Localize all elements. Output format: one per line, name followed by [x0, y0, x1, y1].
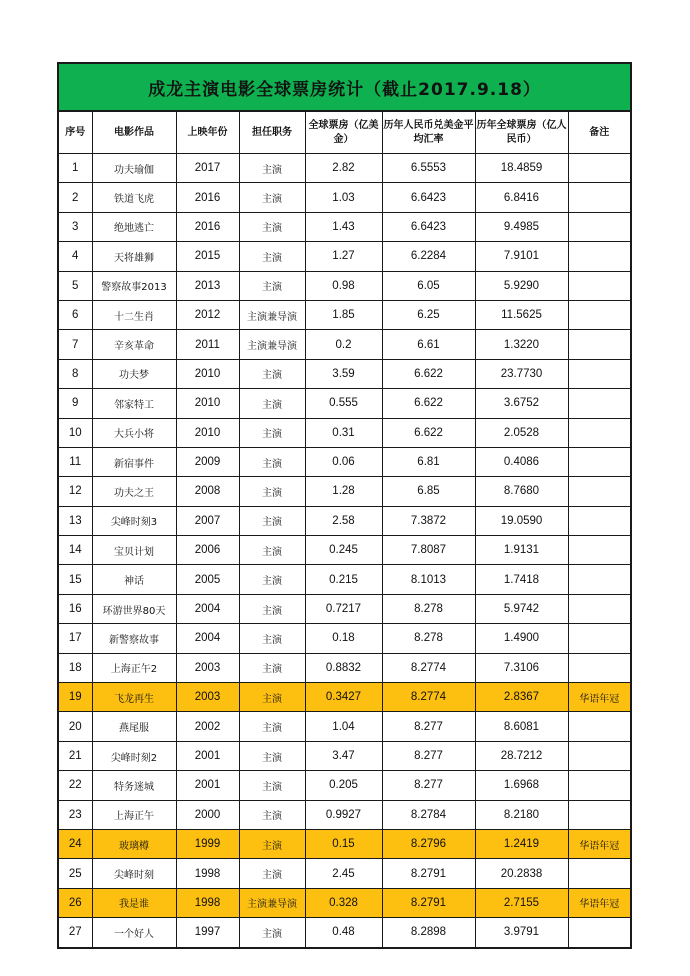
cell-note [568, 565, 631, 594]
table-row [58, 594, 631, 623]
cell-year: 2013 [176, 271, 239, 300]
cell-no: 17 [58, 624, 92, 653]
cell-no: 11 [58, 447, 92, 476]
cell-no: 16 [58, 594, 92, 623]
table-row [58, 271, 631, 300]
table-row [58, 536, 631, 565]
cell-rmb: 2.8367 [475, 683, 568, 712]
cell-year: 1997 [176, 918, 239, 948]
cell-usd: 1.85 [305, 300, 382, 329]
cell-no: 14 [58, 536, 92, 565]
cell-rate: 8.2774 [382, 683, 475, 712]
cell-rmb: 5.9742 [475, 594, 568, 623]
cell-year: 2003 [176, 683, 239, 712]
cell-note [568, 183, 631, 212]
cell-rmb: 2.7155 [475, 888, 568, 917]
cell-rmb: 6.8416 [475, 183, 568, 212]
cell-rate: 6.6423 [382, 212, 475, 241]
cell-role: 主演 [239, 771, 305, 800]
table-title: 成龙主演电影全球票房统计（截止2017.9.18） [58, 63, 631, 111]
cell-no: 6 [58, 300, 92, 329]
cell-rate: 6.61 [382, 330, 475, 359]
header-row [58, 111, 631, 154]
cell-role: 主演 [239, 741, 305, 770]
table-row [58, 565, 631, 594]
cell-role: 主演 [239, 242, 305, 271]
table-row [58, 300, 631, 329]
table-row [58, 800, 631, 829]
cell-year: 1999 [176, 829, 239, 858]
table-row [58, 829, 631, 858]
box-office-table [57, 62, 632, 949]
cell-usd: 0.2 [305, 330, 382, 359]
table-row [58, 359, 631, 388]
cell-year: 2016 [176, 212, 239, 241]
header-usd: 全球票房（亿美金） [305, 111, 382, 154]
cell-role: 主演 [239, 183, 305, 212]
cell-rate: 6.85 [382, 477, 475, 506]
table-body [58, 154, 631, 948]
cell-no: 21 [58, 741, 92, 770]
cell-rmb: 2.0528 [475, 418, 568, 447]
cell-role: 主演 [239, 594, 305, 623]
cell-rmb: 20.2838 [475, 859, 568, 888]
cell-note [568, 653, 631, 682]
cell-no: 15 [58, 565, 92, 594]
cell-rate: 6.81 [382, 447, 475, 476]
cell-film: 功夫瑜伽 [92, 154, 176, 183]
cell-year: 2010 [176, 389, 239, 418]
cell-role: 主演 [239, 536, 305, 565]
cell-rmb: 1.9131 [475, 536, 568, 565]
header-film: 电影作品 [92, 111, 176, 154]
cell-note [568, 624, 631, 653]
cell-note [568, 741, 631, 770]
cell-usd: 1.28 [305, 477, 382, 506]
cell-rmb: 19.0590 [475, 506, 568, 535]
cell-role: 主演 [239, 154, 305, 183]
cell-rmb: 8.7680 [475, 477, 568, 506]
cell-role: 主演兼导演 [239, 330, 305, 359]
table-row [58, 888, 631, 917]
cell-no: 8 [58, 359, 92, 388]
table-row [58, 447, 631, 476]
cell-usd: 2.82 [305, 154, 382, 183]
cell-year: 1998 [176, 888, 239, 917]
cell-year: 2004 [176, 594, 239, 623]
header-rate: 历年人民币兑美金平均汇率 [382, 111, 475, 154]
cell-no: 22 [58, 771, 92, 800]
cell-year: 2010 [176, 418, 239, 447]
cell-no: 26 [58, 888, 92, 917]
cell-rate: 8.277 [382, 741, 475, 770]
cell-film: 功夫之王 [92, 477, 176, 506]
cell-no: 19 [58, 683, 92, 712]
cell-usd: 0.555 [305, 389, 382, 418]
cell-year: 1998 [176, 859, 239, 888]
cell-note [568, 154, 631, 183]
cell-usd: 1.04 [305, 712, 382, 741]
cell-usd: 0.15 [305, 829, 382, 858]
cell-usd: 0.98 [305, 271, 382, 300]
cell-film: 大兵小将 [92, 418, 176, 447]
table-row [58, 330, 631, 359]
cell-role: 主演 [239, 477, 305, 506]
table-row [58, 741, 631, 770]
cell-film: 十二生肖 [92, 300, 176, 329]
cell-film: 飞龙再生 [92, 683, 176, 712]
cell-note [568, 271, 631, 300]
table-row [58, 418, 631, 447]
cell-year: 2002 [176, 712, 239, 741]
cell-rate: 6.6423 [382, 183, 475, 212]
cell-rate: 8.2774 [382, 653, 475, 682]
cell-rate: 8.2791 [382, 859, 475, 888]
cell-role: 主演 [239, 565, 305, 594]
cell-usd: 0.245 [305, 536, 382, 565]
cell-no: 20 [58, 712, 92, 741]
cell-film: 铁道飞虎 [92, 183, 176, 212]
cell-note [568, 594, 631, 623]
cell-year: 2015 [176, 242, 239, 271]
cell-no: 13 [58, 506, 92, 535]
table-row [58, 506, 631, 535]
cell-rmb: 1.4900 [475, 624, 568, 653]
cell-note [568, 712, 631, 741]
cell-film: 燕尾服 [92, 712, 176, 741]
cell-film: 邻家特工 [92, 389, 176, 418]
cell-rmb: 3.6752 [475, 389, 568, 418]
cell-year: 2011 [176, 330, 239, 359]
cell-year: 2012 [176, 300, 239, 329]
cell-rmb: 9.4985 [475, 212, 568, 241]
cell-year: 2007 [176, 506, 239, 535]
cell-usd: 1.27 [305, 242, 382, 271]
cell-usd: 1.03 [305, 183, 382, 212]
cell-note [568, 477, 631, 506]
cell-rate: 8.278 [382, 594, 475, 623]
cell-usd: 0.31 [305, 418, 382, 447]
cell-note [568, 389, 631, 418]
cell-rate: 8.1013 [382, 565, 475, 594]
cell-rate: 8.2898 [382, 918, 475, 948]
cell-no: 24 [58, 829, 92, 858]
cell-rmb: 23.7730 [475, 359, 568, 388]
cell-film: 天将雄狮 [92, 242, 176, 271]
cell-film: 尖峰时刻 [92, 859, 176, 888]
cell-no: 2 [58, 183, 92, 212]
cell-year: 2008 [176, 477, 239, 506]
cell-note [568, 330, 631, 359]
cell-no: 27 [58, 918, 92, 948]
cell-no: 10 [58, 418, 92, 447]
cell-usd: 2.58 [305, 506, 382, 535]
cell-no: 23 [58, 800, 92, 829]
cell-film: 新宿事件 [92, 447, 176, 476]
cell-rate: 8.2796 [382, 829, 475, 858]
cell-no: 4 [58, 242, 92, 271]
cell-film: 功夫梦 [92, 359, 176, 388]
cell-note [568, 447, 631, 476]
cell-role: 主演兼导演 [239, 888, 305, 917]
cell-rmb: 1.6968 [475, 771, 568, 800]
cell-no: 12 [58, 477, 92, 506]
cell-role: 主演 [239, 506, 305, 535]
cell-role: 主演 [239, 212, 305, 241]
cell-role: 主演 [239, 859, 305, 888]
cell-usd: 0.3427 [305, 683, 382, 712]
table-row [58, 624, 631, 653]
cell-usd: 1.43 [305, 212, 382, 241]
cell-no: 1 [58, 154, 92, 183]
cell-rmb: 1.7418 [475, 565, 568, 594]
cell-film: 神话 [92, 565, 176, 594]
cell-rmb: 1.2419 [475, 829, 568, 858]
cell-film: 尖峰时刻3 [92, 506, 176, 535]
cell-usd: 0.48 [305, 918, 382, 948]
cell-note: 华语年冠 [568, 888, 631, 917]
cell-film: 新警察故事 [92, 624, 176, 653]
cell-year: 2017 [176, 154, 239, 183]
cell-usd: 0.7217 [305, 594, 382, 623]
cell-usd: 2.45 [305, 859, 382, 888]
cell-note [568, 800, 631, 829]
header-rmb: 历年全球票房（亿人民币） [475, 111, 568, 154]
cell-year: 2001 [176, 741, 239, 770]
table-row [58, 683, 631, 712]
header-no: 序号 [58, 111, 92, 154]
cell-rmb: 7.3106 [475, 653, 568, 682]
cell-film: 上海正午2 [92, 653, 176, 682]
table-row [58, 212, 631, 241]
table-row [58, 477, 631, 506]
table-row [58, 859, 631, 888]
cell-rmb: 7.9101 [475, 242, 568, 271]
cell-film: 一个好人 [92, 918, 176, 948]
cell-rmb: 0.4086 [475, 447, 568, 476]
cell-year: 2005 [176, 565, 239, 594]
cell-rate: 6.25 [382, 300, 475, 329]
cell-note [568, 859, 631, 888]
cell-rate: 8.2784 [382, 800, 475, 829]
cell-rate: 6.2284 [382, 242, 475, 271]
cell-rate: 7.8087 [382, 536, 475, 565]
table-row [58, 389, 631, 418]
cell-rmb: 11.5625 [475, 300, 568, 329]
cell-role: 主演 [239, 418, 305, 447]
cell-role: 主演 [239, 683, 305, 712]
cell-usd: 0.328 [305, 888, 382, 917]
cell-rate: 8.277 [382, 771, 475, 800]
cell-role: 主演 [239, 359, 305, 388]
header-note: 备注 [568, 111, 631, 154]
cell-no: 3 [58, 212, 92, 241]
cell-year: 2001 [176, 771, 239, 800]
cell-rmb: 18.4859 [475, 154, 568, 183]
cell-note: 华语年冠 [568, 829, 631, 858]
cell-year: 2004 [176, 624, 239, 653]
cell-film: 上海正午 [92, 800, 176, 829]
cell-usd: 0.9927 [305, 800, 382, 829]
cell-film: 环游世界80天 [92, 594, 176, 623]
cell-film: 尖峰时刻2 [92, 741, 176, 770]
cell-rate: 6.5553 [382, 154, 475, 183]
cell-rate: 6.622 [382, 389, 475, 418]
cell-rate: 8.277 [382, 712, 475, 741]
cell-year: 2010 [176, 359, 239, 388]
cell-film: 辛亥革命 [92, 330, 176, 359]
cell-rate: 6.05 [382, 271, 475, 300]
cell-note [568, 418, 631, 447]
cell-role: 主演兼导演 [239, 300, 305, 329]
cell-usd: 0.215 [305, 565, 382, 594]
table-row [58, 712, 631, 741]
cell-no: 25 [58, 859, 92, 888]
box-office-sheet [57, 62, 630, 949]
table-row [58, 918, 631, 948]
cell-role: 主演 [239, 389, 305, 418]
cell-film: 警察故事2013 [92, 271, 176, 300]
cell-film: 特务迷城 [92, 771, 176, 800]
cell-rate: 8.2791 [382, 888, 475, 917]
header-year: 上映年份 [176, 111, 239, 154]
cell-rate: 8.278 [382, 624, 475, 653]
cell-film: 我是谁 [92, 888, 176, 917]
cell-rmb: 5.9290 [475, 271, 568, 300]
cell-role: 主演 [239, 829, 305, 858]
cell-note [568, 300, 631, 329]
cell-usd: 0.8832 [305, 653, 382, 682]
cell-usd: 3.47 [305, 741, 382, 770]
cell-rmb: 28.7212 [475, 741, 568, 770]
cell-note [568, 242, 631, 271]
cell-year: 2000 [176, 800, 239, 829]
table-row [58, 242, 631, 271]
cell-role: 主演 [239, 271, 305, 300]
header-role: 担任职务 [239, 111, 305, 154]
cell-note: 华语年冠 [568, 683, 631, 712]
cell-role: 主演 [239, 624, 305, 653]
cell-no: 7 [58, 330, 92, 359]
cell-note [568, 212, 631, 241]
cell-rate: 6.622 [382, 359, 475, 388]
cell-note [568, 536, 631, 565]
cell-year: 2009 [176, 447, 239, 476]
cell-role: 主演 [239, 447, 305, 476]
cell-usd: 3.59 [305, 359, 382, 388]
cell-note [568, 506, 631, 535]
table-row [58, 771, 631, 800]
cell-rate: 7.3872 [382, 506, 475, 535]
cell-usd: 0.18 [305, 624, 382, 653]
cell-no: 5 [58, 271, 92, 300]
cell-year: 2006 [176, 536, 239, 565]
table-row [58, 183, 631, 212]
cell-usd: 0.205 [305, 771, 382, 800]
cell-rate: 6.622 [382, 418, 475, 447]
cell-note [568, 359, 631, 388]
table-row [58, 154, 631, 183]
cell-year: 2016 [176, 183, 239, 212]
cell-rmb: 8.2180 [475, 800, 568, 829]
cell-role: 主演 [239, 653, 305, 682]
cell-role: 主演 [239, 918, 305, 948]
cell-note [568, 918, 631, 948]
cell-film: 宝贝计划 [92, 536, 176, 565]
title-row [58, 63, 631, 111]
table-row [58, 653, 631, 682]
cell-no: 18 [58, 653, 92, 682]
cell-role: 主演 [239, 800, 305, 829]
cell-role: 主演 [239, 712, 305, 741]
cell-film: 绝地逃亡 [92, 212, 176, 241]
cell-year: 2003 [176, 653, 239, 682]
cell-note [568, 771, 631, 800]
cell-rmb: 3.9791 [475, 918, 568, 948]
cell-rmb: 1.3220 [475, 330, 568, 359]
cell-no: 9 [58, 389, 92, 418]
cell-rmb: 8.6081 [475, 712, 568, 741]
cell-film: 玻璃樽 [92, 829, 176, 858]
cell-usd: 0.06 [305, 447, 382, 476]
